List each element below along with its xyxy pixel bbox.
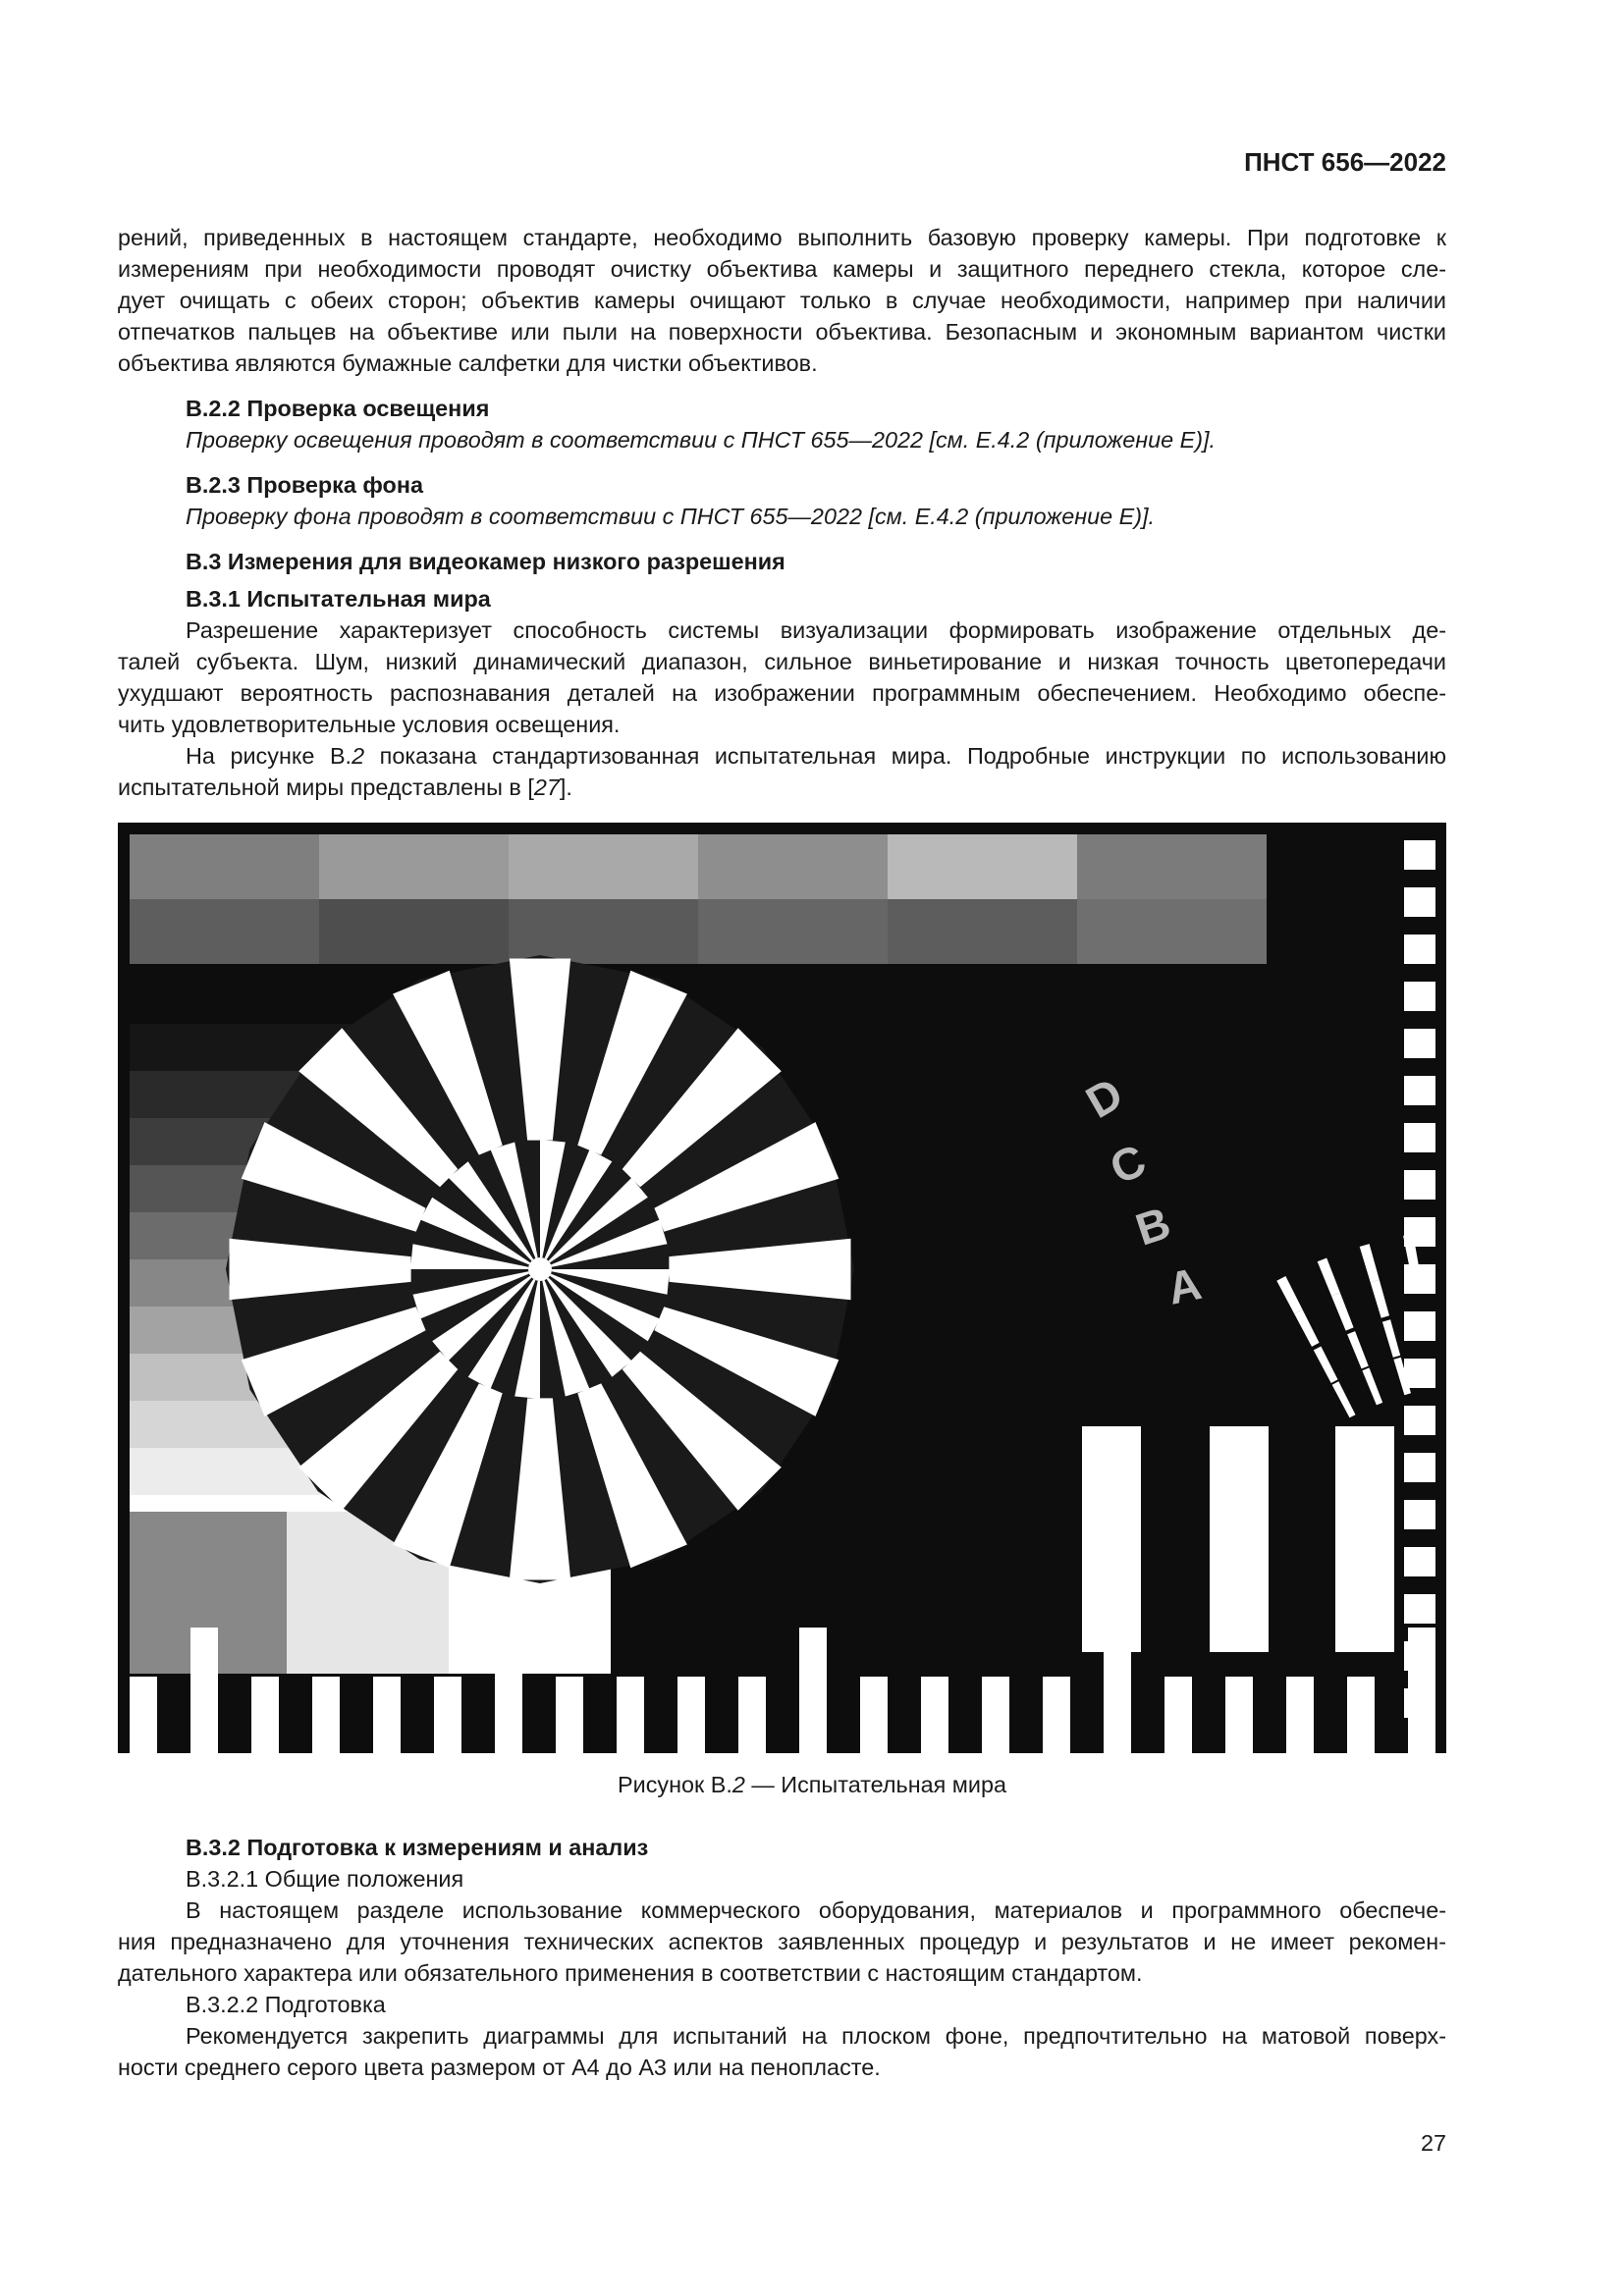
gray-patch bbox=[1077, 834, 1267, 899]
gray-patches-top bbox=[130, 834, 1267, 964]
text-line: талей субъекта. Шум, низкий динамический диапазон, сильное виньетирование и низкая точность цветопередачи bbox=[118, 649, 1446, 674]
gray-patch bbox=[1077, 899, 1267, 964]
section-text-b23: Проверку фона проводят в соответствии с ПНСТ 655—2022 [см. Е.4.2 (приложение Е)]. bbox=[186, 504, 1156, 529]
edge-tick bbox=[921, 1677, 948, 1753]
edge-tick bbox=[130, 1677, 157, 1753]
edge-tick bbox=[434, 1677, 461, 1753]
resolution-label-d: D bbox=[1077, 1067, 1132, 1129]
bibliography-reference-line: испытательной миры представлены в [27]. bbox=[118, 774, 572, 800]
edge-tick bbox=[1404, 1500, 1435, 1529]
gray-patch bbox=[509, 834, 698, 899]
gray-patch bbox=[888, 834, 1077, 899]
text-line: дательного характера или обязательного применения в соответствии с настоящим стандартом. bbox=[118, 1960, 1143, 1986]
gray-patch bbox=[888, 899, 1077, 964]
text-line: Разрешение характеризует способность системы визуализации формировать изображение отдельных де- bbox=[186, 617, 1446, 643]
edge-tick bbox=[190, 1628, 218, 1753]
gray-patch bbox=[130, 834, 319, 899]
edge-tick bbox=[1404, 887, 1435, 917]
edge-tick bbox=[1404, 982, 1435, 1011]
text-line: объектива являются бумажные салфетки для чистки объективов. bbox=[118, 350, 818, 376]
edge-tick bbox=[1404, 1453, 1435, 1482]
edge-tick bbox=[1404, 1123, 1435, 1152]
edge-tick bbox=[1408, 1628, 1435, 1753]
text-line: Рекомендуется закрепить диаграммы для испытаний на плоском фоне, предпочтительно на матовой поверх- bbox=[186, 2023, 1446, 2049]
gray-patch bbox=[319, 834, 509, 899]
text-line: отпечатков пальцев на объективе или пыли на поверхности объектива. Безопасным и экономным вариантом чистки bbox=[118, 319, 1446, 345]
edge-tick bbox=[1164, 1677, 1192, 1753]
gray-patch bbox=[698, 899, 888, 964]
text-line: В настоящем разделе использование коммерческого оборудования, материалов и программного обеспече- bbox=[186, 1897, 1446, 1923]
test-chart-figure bbox=[118, 823, 1446, 1753]
edge-tick bbox=[1104, 1628, 1131, 1753]
edge-tick bbox=[1404, 1311, 1435, 1341]
edge-tick bbox=[1225, 1677, 1253, 1753]
edge-tick bbox=[1404, 1359, 1435, 1388]
star-center bbox=[528, 1257, 552, 1281]
edge-tick bbox=[1404, 1406, 1435, 1435]
edge-tick bbox=[1286, 1677, 1314, 1753]
text-line: дует очищать с обеих сторон; объектив камеры очищают только в случае необходимости, например при наличии bbox=[118, 288, 1446, 313]
bibliography-ref: 27 bbox=[533, 774, 560, 800]
figure-caption: Рисунок В.2 — Испытательная мира bbox=[618, 1772, 1006, 1797]
gray-patch bbox=[130, 899, 319, 964]
resolution-label-b: B bbox=[1129, 1196, 1177, 1255]
text-block-top bbox=[118, 222, 1446, 803]
edge-tick bbox=[738, 1677, 766, 1753]
figure-reference-line: На рисунке В.2 показана стандартизованная испытательная мира. Подробные инструкции по использованию bbox=[186, 743, 1446, 769]
figure-caption-number: 2 bbox=[731, 1772, 745, 1797]
edge-tick bbox=[1404, 1170, 1435, 1200]
edge-tick bbox=[677, 1677, 705, 1753]
edge-tick bbox=[1404, 1264, 1435, 1294]
text-block-bottom bbox=[118, 1832, 1446, 2083]
section-heading-b32: В.3.2 Подготовка к измерениям и анализ bbox=[186, 1835, 649, 1860]
text-line: чить удовлетворительные условия освещения. bbox=[118, 712, 621, 737]
gray-patch bbox=[509, 899, 698, 964]
page-number: 27 bbox=[1420, 2130, 1446, 2156]
text-line: ухудшают вероятность распознавания деталей на изображении программным обеспечением. Необходимо обеспе- bbox=[118, 680, 1446, 706]
text-line: рений, приведенных в настоящем стандарте, необходимо выполнить базовую проверку камеры. При подготовке к bbox=[118, 225, 1446, 250]
edge-tick bbox=[312, 1677, 340, 1753]
edge-tick bbox=[617, 1677, 644, 1753]
text-line: ния предназначено для уточнения технических аспектов заявленных процедур и результатов и не имеет рекомен- bbox=[118, 1929, 1446, 1954]
edge-tick bbox=[1404, 840, 1435, 870]
edge-tick bbox=[556, 1677, 583, 1753]
section-text-b22: Проверку освещения проводят в соответствии с ПНСТ 655—2022 [см. Е.4.2 (приложение Е)]. bbox=[186, 427, 1217, 453]
gray-patch bbox=[319, 899, 509, 964]
document-code-header: ПНСТ 656—2022 bbox=[1244, 147, 1446, 177]
edge-tick bbox=[1404, 1547, 1435, 1576]
resolution-label-a: A bbox=[1163, 1257, 1206, 1314]
subsection-heading-b321: В.3.2.1 Общие положения bbox=[186, 1866, 464, 1892]
edge-tick bbox=[860, 1677, 888, 1753]
section-heading-b22: В.2.2 Проверка освещения bbox=[186, 396, 490, 421]
edge-tick bbox=[799, 1628, 827, 1753]
edge-tick bbox=[982, 1677, 1009, 1753]
edge-tick bbox=[1404, 1029, 1435, 1058]
vertical-white-bars bbox=[1082, 1426, 1394, 1652]
siemens-star bbox=[226, 955, 854, 1583]
edge-tick bbox=[1404, 1594, 1435, 1624]
subsection-heading-b322: В.3.2.2 Подготовка bbox=[186, 1992, 386, 2017]
edge-tick bbox=[1404, 934, 1435, 964]
edge-tick bbox=[1043, 1677, 1070, 1753]
resolution-label-c: C bbox=[1102, 1134, 1154, 1195]
section-heading-b31: В.3.1 Испытательная мира bbox=[186, 586, 491, 612]
edge-tick bbox=[373, 1677, 401, 1753]
figure-number-ref: 2 bbox=[352, 743, 365, 769]
edge-tick bbox=[251, 1677, 279, 1753]
text-line: измерениям при необходимости проводят очистку объектива камеры и защитного переднего стекла, которое сле- bbox=[118, 256, 1446, 282]
edge-tick bbox=[1347, 1677, 1375, 1753]
edge-tick bbox=[495, 1628, 522, 1753]
edge-tick bbox=[1404, 1217, 1435, 1247]
gray-patch bbox=[698, 834, 888, 899]
edge-tick bbox=[1404, 1076, 1435, 1105]
section-heading-b23: В.2.3 Проверка фона bbox=[186, 472, 423, 498]
text-line: ности среднего серого цвета размером от А4 до А3 или на пенопласте. bbox=[118, 2055, 881, 2080]
section-heading-b3: В.3 Измерения для видеокамер низкого разрешения bbox=[186, 549, 785, 574]
